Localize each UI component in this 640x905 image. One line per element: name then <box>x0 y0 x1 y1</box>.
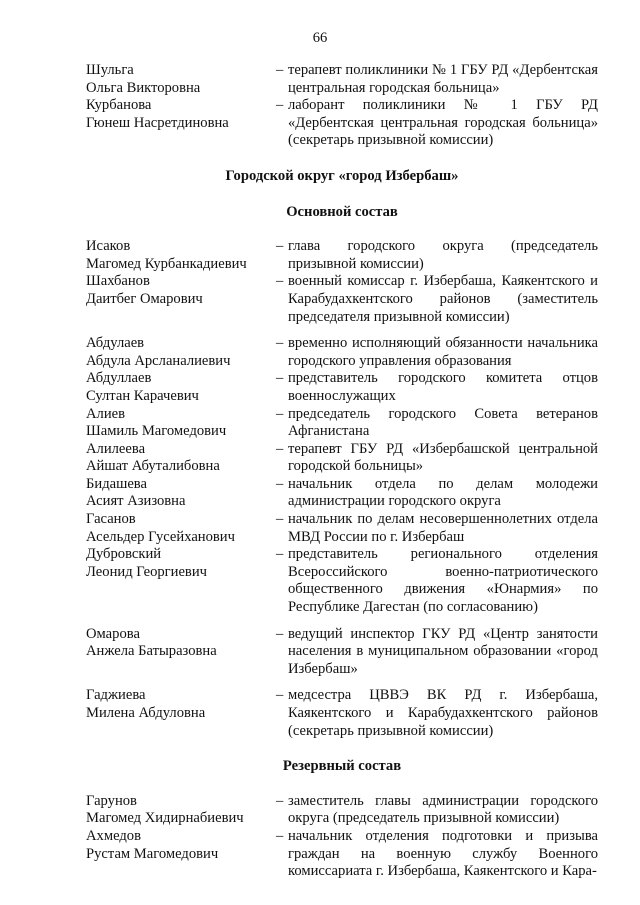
member-role: – представитель регионального отделения Всероссийского военно-патриотического общественного движения «Юнармия» по Республике Дагестан (по согласованию) <box>276 546 598 616</box>
page-number: 66 <box>312 30 328 46</box>
given-name: Султан Карачевич <box>86 387 199 404</box>
member-name <box>86 370 276 405</box>
role-text: председатель городского Совета ветеранов Афганистана <box>288 405 598 440</box>
main-section <box>86 238 598 740</box>
role-text: военный комиссар г. Избербаша, Каякентского и Карабудахкентского районов (заместитель председателя призывной комиссии) <box>288 273 598 325</box>
member-name <box>86 335 276 370</box>
reserve-section <box>86 793 598 881</box>
member-role: – заместитель главы администрации городского округа (председатель призывной комиссии) <box>276 792 598 827</box>
role-text: ведущий инспектор ГКУ РД «Центр занятости населения в муниципальном образовании «город Избербаш» <box>288 625 598 677</box>
role-text: медсестра ЦВВЭ ВК РД г. Избербаша, Каякентского и Карабудахкентского районов (секретарь призывной комиссии) <box>288 687 598 739</box>
list-item <box>86 626 598 679</box>
given-name: Магомед Хидирнабиевич <box>86 810 244 827</box>
surname: Шульга <box>86 62 134 78</box>
role-text: начальник по делам несовершеннолетних отдела МВД России по г. Избербаш <box>288 511 598 545</box>
list-item <box>86 335 598 370</box>
list-item <box>86 62 598 97</box>
given-name: Айшат Абуталибовна <box>86 458 220 475</box>
district-heading: Городской округ «город Избербаш» <box>225 167 459 184</box>
given-name: Рустам Магомедович <box>86 845 219 862</box>
intro-section <box>86 62 598 150</box>
role-text: временно исполняющий обязанности начальника городского управления образования <box>288 335 598 369</box>
given-name: Гюнеш Насретдиновна <box>86 114 229 131</box>
given-name: Леонид Георгиевич <box>86 563 207 580</box>
given-name: Асият Азизовна <box>86 493 186 510</box>
role-text: начальник отделения подготовки и призыва граждан на военную службу Военного комиссариата г. Избербаша, Каякентского и Кара- <box>288 827 598 880</box>
role-text: заместитель главы администрации городского округа (председатель призывной комиссии) <box>288 792 598 827</box>
given-name: Асельдер Гусейханович <box>86 528 235 545</box>
member-name <box>86 476 276 511</box>
role-text: лаборант поликлиники № 1 ГБУ РД «Дербентская центральная городская больница» (секретарь призывной комиссии) <box>288 97 598 149</box>
member-name <box>86 546 276 616</box>
member-role: – глава городского округа (председатель призывной комиссии) <box>276 238 598 272</box>
member-name <box>86 793 276 828</box>
surname: Гасанов <box>86 511 136 528</box>
list-item <box>86 828 598 881</box>
surname: Ахмедов <box>86 827 141 844</box>
given-name: Анжела Батыразовна <box>86 643 217 660</box>
member-role: – ведущий инспектор ГКУ РД «Центр занятости населения в муниципальном образовании «город Избербаш» <box>276 625 598 677</box>
member-name <box>86 238 276 273</box>
reserve-composition-heading: Резервный состав <box>282 758 402 775</box>
list-item <box>86 793 598 828</box>
member-role: – начальник отделения подготовки и призыва граждан на военную службу Военного комиссариата г. Избербаша, Каякентского и Кара- <box>276 827 598 880</box>
member-role: – терапевт поликлиники № 1 ГБУ РД «Дербентская центральная городская больница» <box>276 62 598 96</box>
list-item <box>86 511 598 546</box>
role-text: начальник отдела по делам молодежи администрации городского округа <box>288 475 598 510</box>
role-text: терапевт поликлиники № 1 ГБУ РД «Дербентская центральная городская больница» <box>288 62 598 96</box>
surname: Исаков <box>86 238 131 255</box>
member-name <box>86 828 276 881</box>
list-item <box>86 273 598 326</box>
member-role: – председатель городского Совета ветеранов Афганистана <box>276 405 598 440</box>
surname: Бидашева <box>86 475 147 492</box>
member-name <box>86 62 276 97</box>
member-role: – медсестра ЦВВЭ ВК РД г. Избербаша, Каякентского и Карабудахкентского районов (секретарь призывной комиссии) <box>276 687 598 739</box>
surname: Омарова <box>86 625 140 642</box>
surname: Гаджиева <box>86 687 146 704</box>
surname: Гарунов <box>86 792 137 809</box>
member-name <box>86 406 276 441</box>
surname: Курбанова <box>86 97 152 114</box>
surname: Абдуллаев <box>86 370 152 387</box>
list-item <box>86 238 598 273</box>
commission-list <box>86 62 598 881</box>
role-text: терапевт ГБУ РД «Избербашской центральной городской больницы» <box>288 440 598 475</box>
list-item <box>86 370 598 405</box>
given-name: Магомед Курбанкадиевич <box>86 255 247 272</box>
member-name <box>86 511 276 546</box>
member-name <box>86 626 276 679</box>
member-name <box>86 441 276 476</box>
role-text: глава городского округа (председатель призывной комиссии) <box>288 238 598 272</box>
list-item <box>86 476 598 511</box>
member-role: – терапевт ГБУ РД «Избербашской центральной городской больницы» <box>276 440 598 475</box>
member-name <box>86 273 276 326</box>
member-name <box>86 97 276 150</box>
role-text: представитель регионального отделения Всероссийского военно-патриотического общественного движения «Юнармия» по Республике Дагестан (по согласованию) <box>288 546 598 616</box>
member-name <box>86 687 276 740</box>
member-role: – представитель городского комитета отцов военнослужащих <box>276 370 598 404</box>
main-composition-heading: Основной состав <box>286 203 398 220</box>
member-role: – начальник отдела по делам молодежи администрации городского округа <box>276 475 598 510</box>
given-name: Милена Абдуловна <box>86 705 206 721</box>
list-item <box>86 97 598 150</box>
given-name: Шамиль Магомедович <box>86 423 227 440</box>
member-role: – временно исполняющий обязанности начальника городского управления образования <box>276 335 598 369</box>
member-role: – военный комиссар г. Избербаша, Каякентского и Карабудахкентского районов (заместитель председателя призывной комиссии) <box>276 273 598 325</box>
list-item <box>86 687 598 740</box>
list-item <box>86 546 598 616</box>
member-role: – начальник по делам несовершеннолетних отдела МВД России по г. Избербаш <box>276 511 598 545</box>
surname: Дубровский <box>86 546 162 563</box>
surname: Шахбанов <box>86 273 150 290</box>
surname: Алиев <box>86 405 125 422</box>
surname: Алилеева <box>86 440 146 457</box>
given-name: Абдула Арсланалиевич <box>86 352 231 369</box>
surname: Абдулаев <box>86 335 145 352</box>
list-item <box>86 406 598 441</box>
given-name: Даитбег Омарович <box>86 290 203 307</box>
given-name: Ольга Викторовна <box>86 79 201 96</box>
member-role: – лаборант поликлиники № 1 ГБУ РД «Дербентская центральная городская больница» (секретарь призывной комиссии) <box>276 97 598 149</box>
role-text: представитель городского комитета отцов военнослужащих <box>288 370 598 404</box>
list-item <box>86 441 598 476</box>
